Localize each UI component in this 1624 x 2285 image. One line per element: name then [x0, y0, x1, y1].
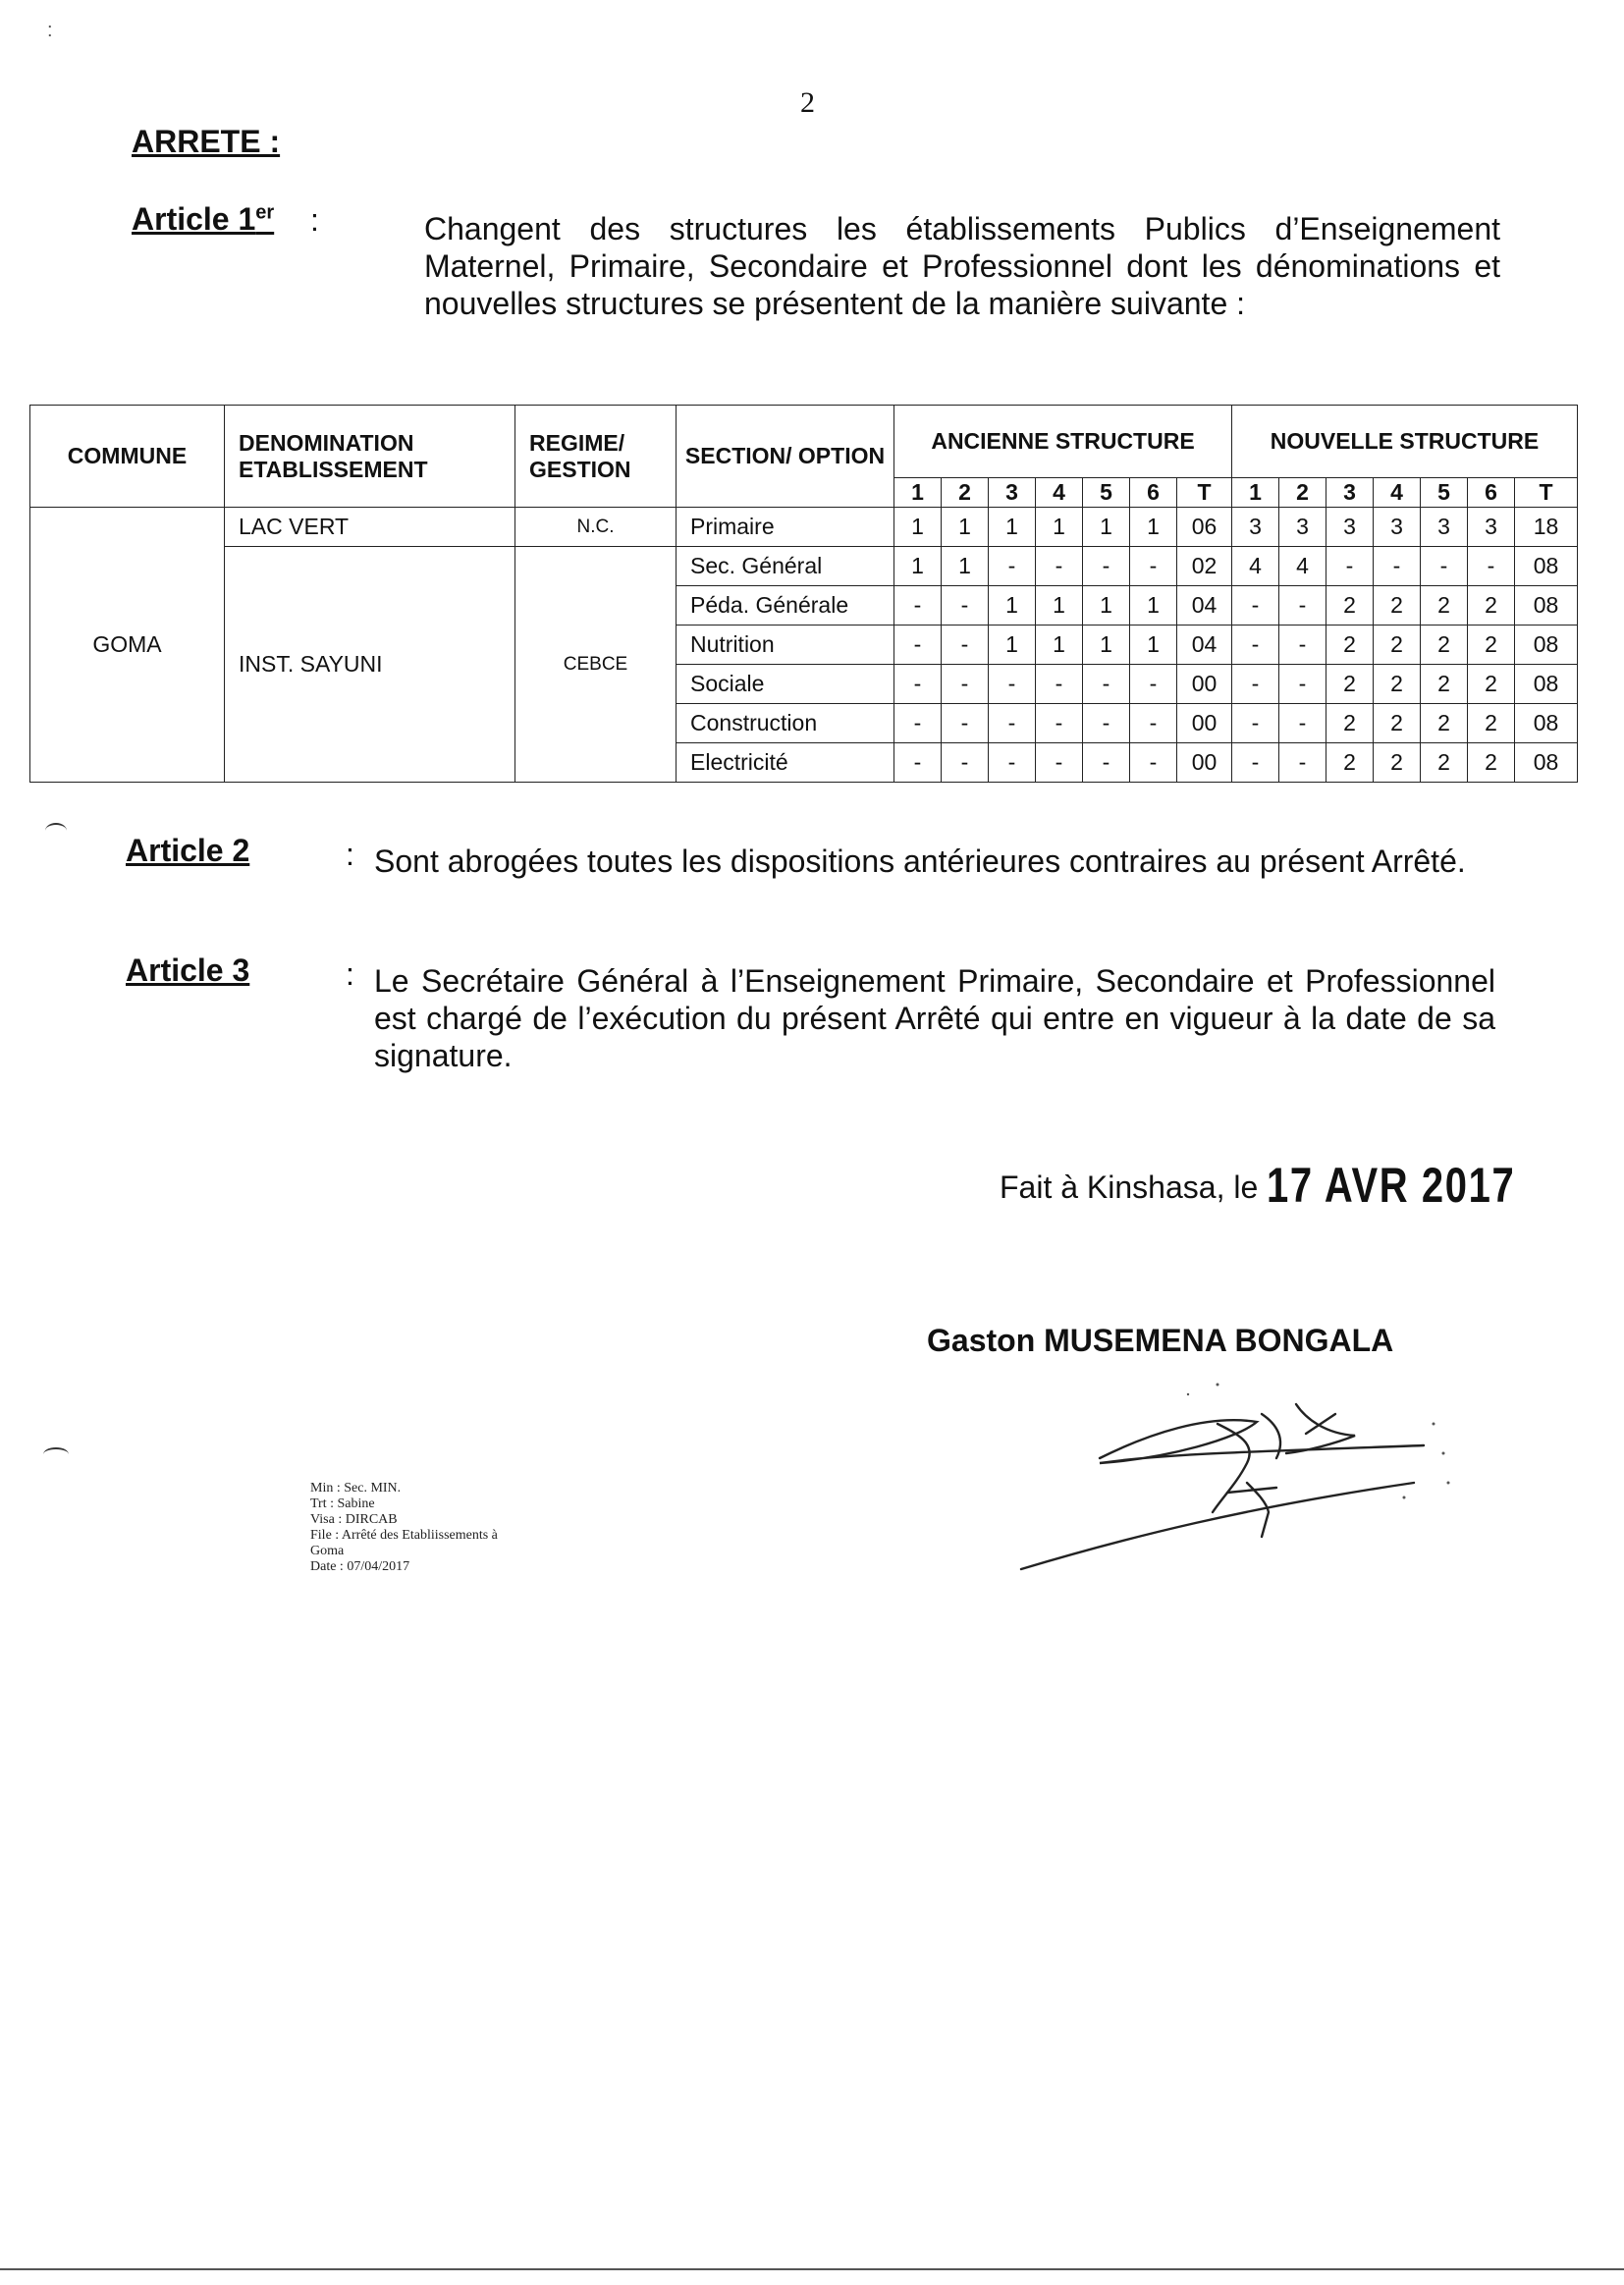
footer-note-line: Date : 07/04/2017	[310, 1559, 410, 1574]
footer-note-line: Trt : Sabine	[310, 1496, 375, 1511]
place-date	[1000, 1157, 1578, 1214]
footer-notes	[310, 1481, 498, 1575]
nouvelle-value-cell: 08	[1515, 704, 1578, 743]
header-col-n: 2	[1279, 478, 1326, 508]
ancienne-value-cell: -	[1083, 743, 1130, 783]
handwritten-signature	[1011, 1365, 1463, 1581]
ancienne-value-cell: -	[1130, 547, 1177, 586]
ancienne-value-cell: 1	[1036, 508, 1083, 547]
ancienne-value-cell: -	[894, 743, 942, 783]
section-cell: Primaire	[677, 508, 894, 547]
header-col-a: 1	[894, 478, 942, 508]
establishment-name-cell: LAC VERT	[225, 508, 515, 547]
ancienne-value-cell: -	[1130, 743, 1177, 783]
regime-cell: CEBCE	[515, 547, 677, 783]
section-cell: Sec. Général	[677, 547, 894, 586]
arrete-heading: ARRETE :	[132, 124, 281, 159]
ancienne-value-cell: -	[942, 586, 989, 626]
header-nouvelle: NOUVELLE STRUCTURE	[1232, 406, 1578, 478]
nouvelle-value-cell: -	[1232, 586, 1279, 626]
header-col-n: T	[1515, 478, 1578, 508]
header-ancienne: ANCIENNE STRUCTURE	[894, 406, 1232, 478]
article-1-label-text: Article 1	[132, 201, 256, 237]
nouvelle-value-cell: 08	[1515, 586, 1578, 626]
ancienne-value-cell: 1	[1130, 508, 1177, 547]
header-col-a: 4	[1036, 478, 1083, 508]
structure-table	[29, 405, 1578, 783]
header-col-n: 6	[1468, 478, 1515, 508]
nouvelle-value-cell: 08	[1515, 547, 1578, 586]
footer-note-line: Min : Sec. MIN.	[310, 1481, 402, 1496]
header-col-n: 4	[1374, 478, 1421, 508]
nouvelle-value-cell: 2	[1374, 704, 1421, 743]
header-regime: REGIME/ GESTION	[515, 406, 677, 508]
ancienne-value-cell: -	[942, 665, 989, 704]
nouvelle-value-cell: 08	[1515, 665, 1578, 704]
nouvelle-value-cell: 3	[1421, 508, 1468, 547]
article-1-sup: er	[255, 201, 275, 224]
nouvelle-value-cell: -	[1279, 586, 1326, 626]
ancienne-value-cell: -	[1130, 704, 1177, 743]
header-section: SECTION/ OPTION	[677, 406, 894, 508]
article-2-colon: :	[346, 837, 354, 872]
nouvelle-value-cell: -	[1468, 547, 1515, 586]
signer-name: Gaston MUSEMENA BONGALA	[927, 1323, 1394, 1358]
nouvelle-value-cell: -	[1279, 704, 1326, 743]
page-number: 2	[800, 86, 815, 119]
margin-mark	[43, 1447, 69, 1461]
ancienne-value-cell: -	[989, 665, 1036, 704]
ancienne-value-cell: -	[989, 547, 1036, 586]
ancienne-value-cell: 00	[1177, 665, 1232, 704]
nouvelle-value-cell: -	[1232, 665, 1279, 704]
nouvelle-value-cell: 2	[1326, 626, 1374, 665]
header-col-a: 6	[1130, 478, 1177, 508]
ancienne-value-cell: 1	[942, 547, 989, 586]
ancienne-value-cell: -	[1083, 665, 1130, 704]
table-row	[30, 547, 1578, 586]
ancienne-value-cell: -	[989, 704, 1036, 743]
article-2-text: Sont abrogées toutes les dispositions antérieures contraires au présent Arrêté.	[374, 843, 1466, 879]
ancienne-value-cell: 1	[1130, 626, 1177, 665]
nouvelle-value-cell: 08	[1515, 626, 1578, 665]
nouvelle-value-cell: 18	[1515, 508, 1578, 547]
footer-note-line: File : Arrêté des Etabliissements à	[310, 1528, 498, 1543]
header-col-n: 3	[1326, 478, 1374, 508]
nouvelle-value-cell: -	[1279, 743, 1326, 783]
ancienne-value-cell: 1	[1083, 508, 1130, 547]
nouvelle-value-cell: 08	[1515, 743, 1578, 783]
nouvelle-value-cell: 4	[1279, 547, 1326, 586]
ancienne-value-cell: -	[1036, 665, 1083, 704]
ancienne-value-cell: 02	[1177, 547, 1232, 586]
nouvelle-value-cell: 2	[1326, 704, 1374, 743]
ancienne-value-cell: 1	[1130, 586, 1177, 626]
nouvelle-value-cell: 2	[1374, 586, 1421, 626]
nouvelle-value-cell: -	[1279, 665, 1326, 704]
nouvelle-value-cell: 2	[1326, 586, 1374, 626]
ancienne-value-cell: -	[942, 704, 989, 743]
ancienne-value-cell: 1	[894, 547, 942, 586]
nouvelle-value-cell: 4	[1232, 547, 1279, 586]
nouvelle-value-cell: 3	[1232, 508, 1279, 547]
nouvelle-value-cell: -	[1279, 626, 1326, 665]
date-stamp: 17 AVR 2017	[1267, 1158, 1516, 1213]
article-2-label: Article 2	[126, 833, 250, 868]
table-row	[30, 508, 1578, 547]
nouvelle-value-cell: 2	[1421, 586, 1468, 626]
nouvelle-value-cell: 2	[1326, 743, 1374, 783]
ancienne-value-cell: 04	[1177, 626, 1232, 665]
ancienne-value-cell: -	[894, 626, 942, 665]
article-1-text: Changent des structures les établissements Publics d’Enseignement Maternel, Primaire, Secondaire et Professionnel dont les dénominations et nouvelles structures se présentent de la manière suivante :	[424, 211, 1500, 321]
nouvelle-value-cell: 2	[1421, 626, 1468, 665]
section-cell: Construction	[677, 704, 894, 743]
footer-note-line: Visa : DIRCAB	[310, 1512, 398, 1527]
ancienne-value-cell: 1	[1083, 586, 1130, 626]
margin-mark	[45, 823, 67, 839]
nouvelle-value-cell: 2	[1468, 743, 1515, 783]
article-1-colon: :	[310, 202, 319, 238]
nouvelle-value-cell: 2	[1326, 665, 1374, 704]
ancienne-value-cell: 1	[942, 508, 989, 547]
nouvelle-value-cell: 2	[1468, 665, 1515, 704]
ancienne-value-cell: 1	[989, 508, 1036, 547]
nouvelle-value-cell: -	[1421, 547, 1468, 586]
ancienne-value-cell: 1	[989, 626, 1036, 665]
nouvelle-value-cell: 3	[1279, 508, 1326, 547]
nouvelle-value-cell: -	[1232, 626, 1279, 665]
ancienne-value-cell: -	[1083, 704, 1130, 743]
ancienne-value-cell: 1	[1083, 626, 1130, 665]
nouvelle-value-cell: 2	[1468, 704, 1515, 743]
nouvelle-value-cell: 2	[1421, 743, 1468, 783]
ancienne-value-cell: 1	[1036, 586, 1083, 626]
section-cell: Péda. Générale	[677, 586, 894, 626]
nouvelle-value-cell: -	[1326, 547, 1374, 586]
ancienne-value-cell: -	[894, 586, 942, 626]
header-col-a: 3	[989, 478, 1036, 508]
ancienne-value-cell: 00	[1177, 704, 1232, 743]
ancienne-value-cell: -	[1130, 665, 1177, 704]
regime-cell: N.C.	[515, 508, 677, 547]
nouvelle-value-cell: 2	[1468, 626, 1515, 665]
header-col-a: 5	[1083, 478, 1130, 508]
ancienne-value-cell: 1	[1036, 626, 1083, 665]
nouvelle-value-cell: -	[1232, 704, 1279, 743]
ancienne-value-cell: -	[1036, 547, 1083, 586]
nouvelle-value-cell: -	[1232, 743, 1279, 783]
header-col-a: 2	[942, 478, 989, 508]
nouvelle-value-cell: 2	[1374, 665, 1421, 704]
section-cell: Nutrition	[677, 626, 894, 665]
ancienne-value-cell: -	[942, 626, 989, 665]
header-col-a: T	[1177, 478, 1232, 508]
ancienne-value-cell: -	[1036, 704, 1083, 743]
footer-note-line: Goma	[310, 1544, 345, 1558]
header-col-n: 5	[1421, 478, 1468, 508]
nouvelle-value-cell: 2	[1468, 586, 1515, 626]
nouvelle-value-cell: 3	[1326, 508, 1374, 547]
nouvelle-value-cell: 2	[1421, 665, 1468, 704]
article-3-label: Article 3	[126, 952, 250, 988]
ancienne-value-cell: -	[894, 665, 942, 704]
ancienne-value-cell: 1	[989, 586, 1036, 626]
ancienne-value-cell: -	[942, 743, 989, 783]
header-denomination: DENOMINATION ETABLISSEMENT	[225, 406, 515, 508]
nouvelle-value-cell: 3	[1374, 508, 1421, 547]
section-cell: Electricité	[677, 743, 894, 783]
place-date-prefix: Fait à Kinshasa, le	[1000, 1170, 1259, 1205]
ancienne-value-cell: -	[894, 704, 942, 743]
ancienne-value-cell: -	[1036, 743, 1083, 783]
nouvelle-value-cell: -	[1374, 547, 1421, 586]
ancienne-value-cell: 00	[1177, 743, 1232, 783]
commune-cell: GOMA	[30, 508, 225, 783]
article-3-text: Le Secrétaire Général à l’Enseignement Primaire, Secondaire et Professionnel est chargé de l’exécution du présent Arrêté qui entre en vigueur à la date de sa signature.	[374, 963, 1495, 1073]
ancienne-value-cell: 06	[1177, 508, 1232, 547]
corner-mark: :	[47, 20, 53, 41]
ancienne-value-cell: 1	[894, 508, 942, 547]
table-body	[30, 508, 1578, 783]
nouvelle-value-cell: 2	[1374, 743, 1421, 783]
nouvelle-value-cell: 2	[1421, 704, 1468, 743]
article-3-colon: :	[346, 956, 354, 992]
nouvelle-value-cell: 3	[1468, 508, 1515, 547]
ancienne-value-cell: -	[1083, 547, 1130, 586]
article-1-label	[132, 201, 274, 238]
establishment-name-cell: INST. SAYUNI	[225, 547, 515, 783]
section-cell: Sociale	[677, 665, 894, 704]
bottom-rule	[0, 2268, 1624, 2270]
header-commune: COMMUNE	[30, 406, 225, 508]
header-col-n: 1	[1232, 478, 1279, 508]
nouvelle-value-cell: 2	[1374, 626, 1421, 665]
ancienne-value-cell: 04	[1177, 586, 1232, 626]
ancienne-value-cell: -	[989, 743, 1036, 783]
